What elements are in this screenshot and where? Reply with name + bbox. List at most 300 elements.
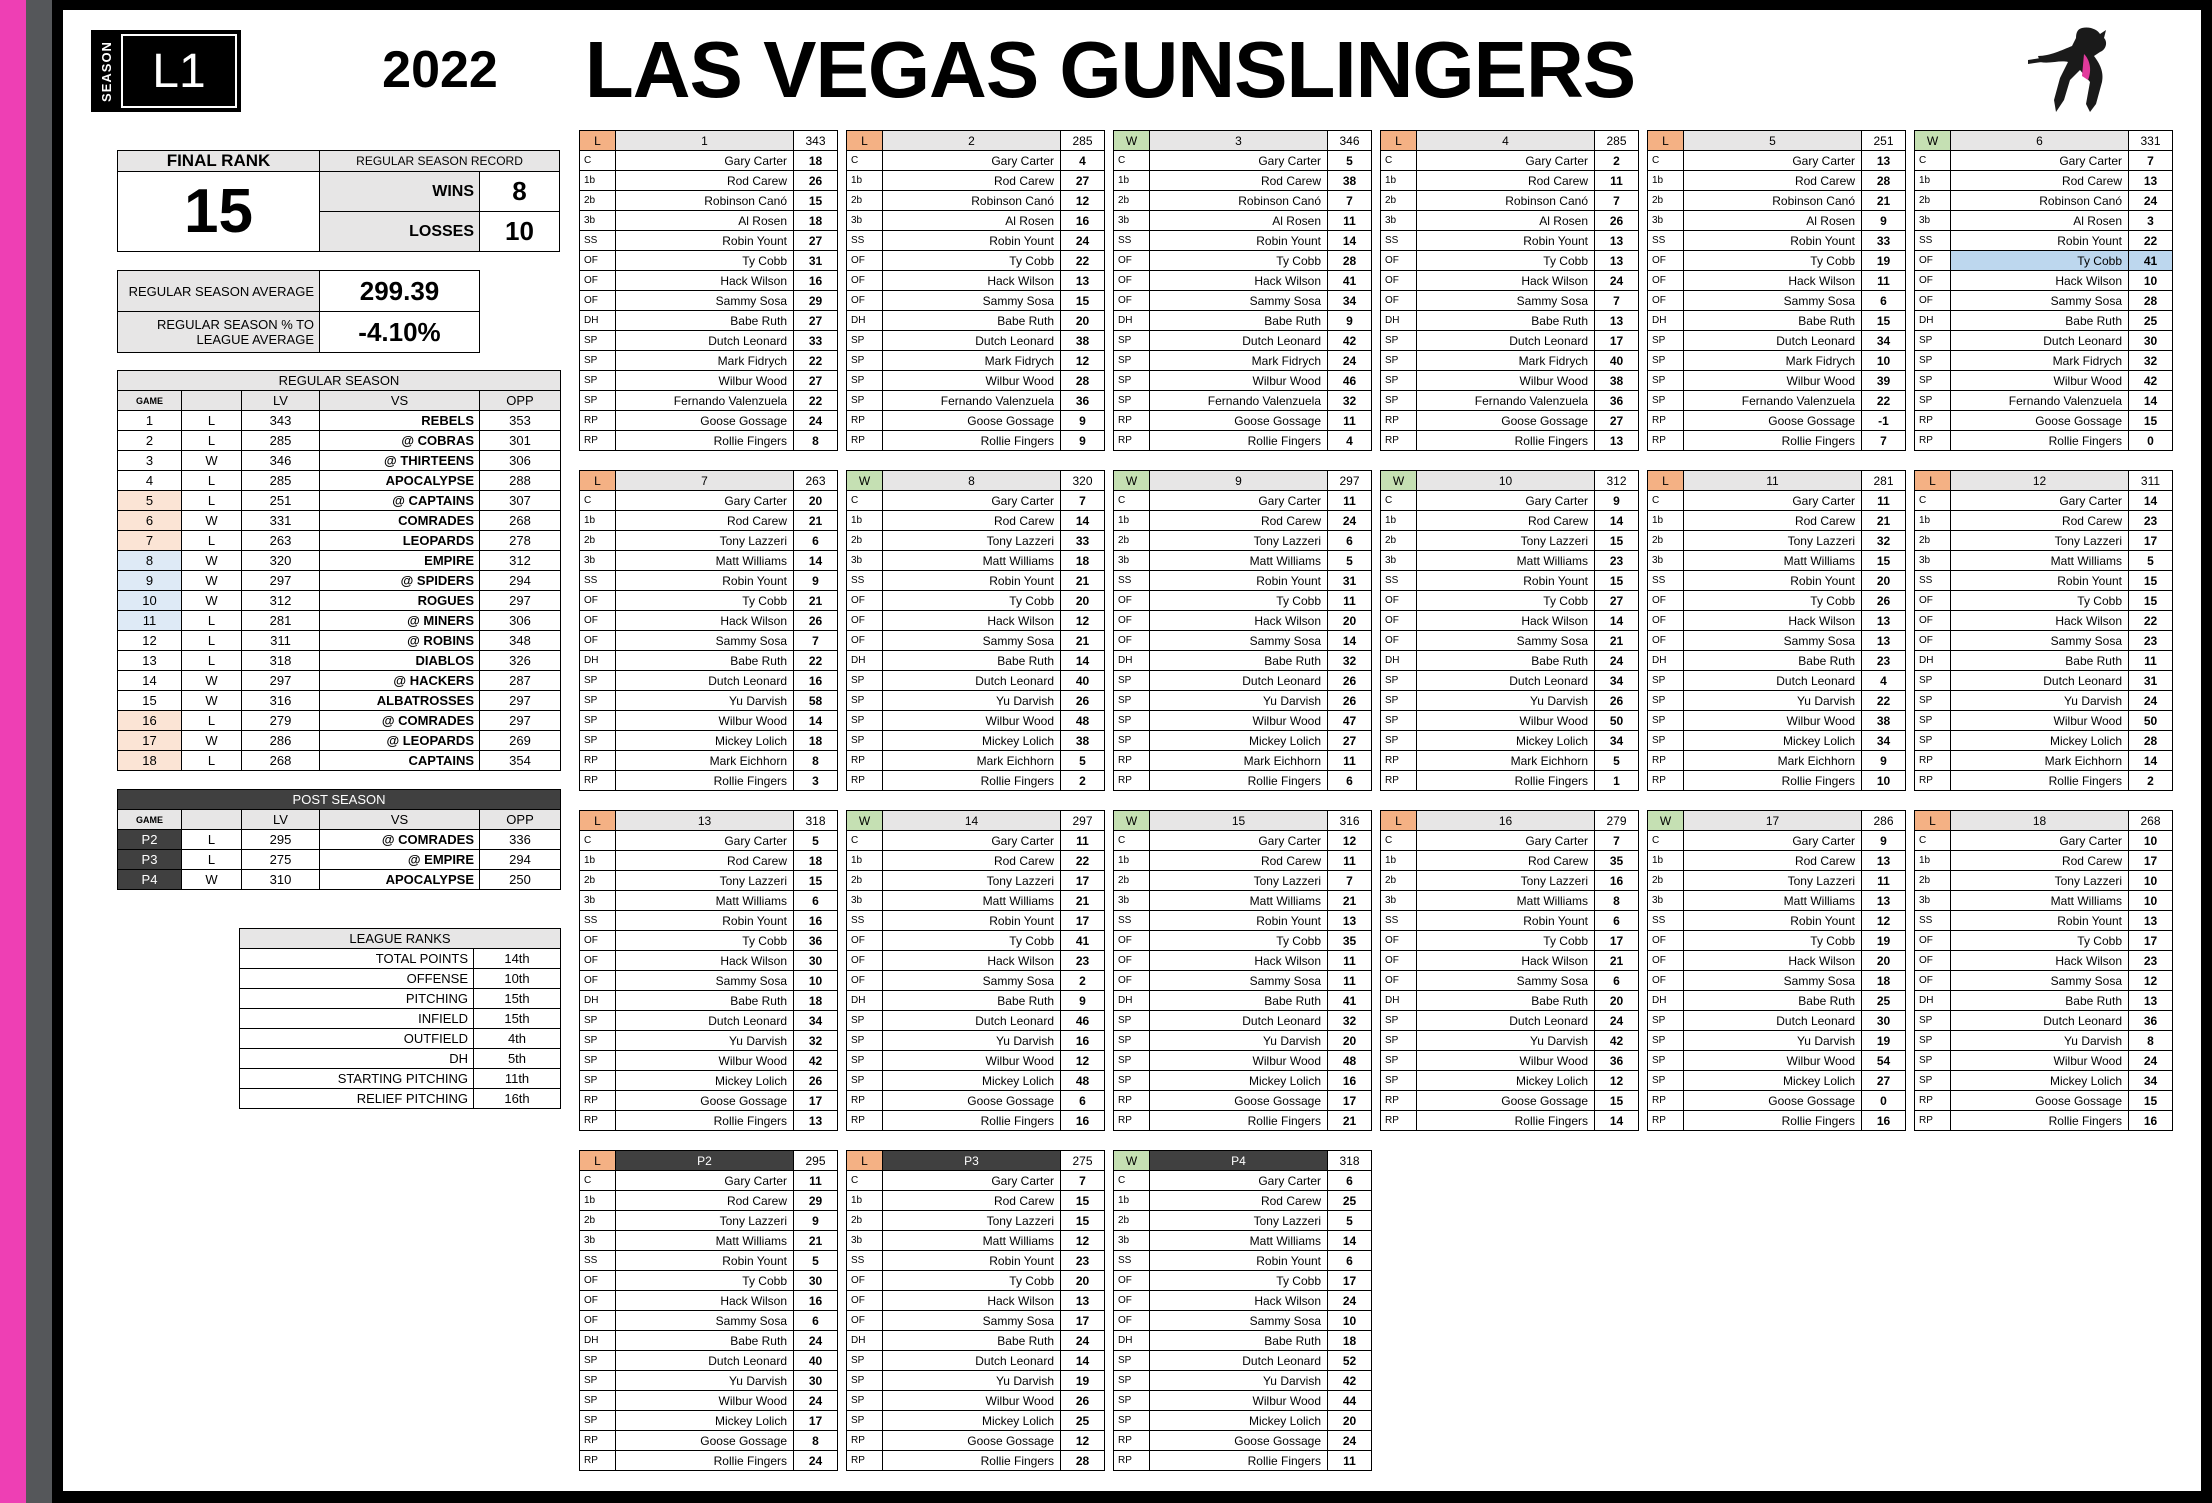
player-name: Gary Carter [1417, 151, 1595, 171]
game-label: 9 [1150, 471, 1328, 491]
player-score: 9 [1061, 991, 1105, 1011]
player-row [1381, 751, 1639, 771]
player-name: Tony Lazzeri [1150, 1211, 1328, 1231]
player-name: Dutch Leonard [1951, 331, 2129, 351]
position: 2b [847, 1211, 883, 1231]
player-score: 8 [2129, 1031, 2173, 1051]
player-row [1381, 211, 1639, 231]
player-score: 21 [1595, 951, 1639, 971]
player-name: Gary Carter [1684, 491, 1862, 511]
player-score: 15 [1061, 1211, 1105, 1231]
player-name: Dutch Leonard [616, 1351, 794, 1371]
game-table [1914, 810, 2173, 1131]
player-score: 38 [1061, 331, 1105, 351]
position: 2b [1114, 191, 1150, 211]
player-row [1381, 431, 1639, 451]
post-opp-score: 250 [480, 870, 561, 890]
player-name: Hack Wilson [1417, 951, 1595, 971]
game-table-header [1915, 131, 2173, 151]
player-row [1114, 551, 1372, 571]
position: DH [1381, 311, 1417, 331]
post-col-game: GAME [118, 810, 182, 830]
post-season-table [117, 789, 561, 890]
player-score: 14 [1595, 611, 1639, 631]
game-result-badge: W [1648, 811, 1684, 831]
player-score: 22 [1061, 851, 1105, 871]
player-row [1114, 211, 1372, 231]
game-number: 5 [118, 491, 182, 511]
player-row [1381, 1051, 1639, 1071]
position: SP [1915, 391, 1951, 411]
player-name: Rod Carew [616, 511, 794, 531]
regular-season-row [118, 611, 561, 631]
position: SP [1114, 1371, 1150, 1391]
player-row [580, 171, 838, 191]
player-row [1114, 1011, 1372, 1031]
position: SP [1915, 371, 1951, 391]
opponent-name: ROGUES [320, 591, 480, 611]
opp-score: 268 [480, 511, 561, 531]
player-name: Sammy Sosa [616, 631, 794, 651]
game-table-header [1381, 811, 1639, 831]
player-name: Goose Gossage [616, 1431, 794, 1451]
player-score: 0 [1862, 1091, 1906, 1111]
game-number: 1 [118, 411, 182, 431]
player-name: Sammy Sosa [1150, 631, 1328, 651]
position: SP [1381, 371, 1417, 391]
player-score: 6 [794, 531, 838, 551]
player-row [1381, 691, 1639, 711]
game-result-badge: W [1381, 471, 1417, 491]
position: C [1381, 831, 1417, 851]
player-score: 23 [2129, 511, 2173, 531]
player-row [580, 711, 838, 731]
player-score: 29 [794, 1191, 838, 1211]
player-name: Yu Darvish [1684, 1031, 1862, 1051]
game-table-header [580, 471, 838, 491]
position: RP [1915, 751, 1951, 771]
game-total: 318 [794, 811, 838, 831]
player-score: 21 [794, 1231, 838, 1251]
player-score: 10 [1328, 1311, 1372, 1331]
position: RP [1648, 431, 1684, 451]
player-score: 14 [1328, 231, 1372, 251]
player-score: 13 [1862, 851, 1906, 871]
position: C [1381, 151, 1417, 171]
game-label: 10 [1417, 471, 1595, 491]
player-score: 13 [1595, 431, 1639, 451]
player-score: 10 [1862, 351, 1906, 371]
player-row [1381, 1071, 1639, 1091]
position: SP [580, 1391, 616, 1411]
position: OF [847, 591, 883, 611]
player-row [1648, 511, 1906, 531]
player-row [847, 651, 1105, 671]
position: OF [1915, 291, 1951, 311]
player-name: Robin Yount [1684, 911, 1862, 931]
player-name: Hack Wilson [1417, 271, 1595, 291]
player-score: 32 [1328, 651, 1372, 671]
player-name: Hack Wilson [1150, 1291, 1328, 1311]
opp-score: 348 [480, 631, 561, 651]
position: SP [580, 331, 616, 351]
player-row [580, 151, 838, 171]
player-row [580, 1231, 838, 1251]
col-vs: VS [320, 391, 480, 411]
player-row [1648, 411, 1906, 431]
player-name: Rod Carew [616, 171, 794, 191]
position: SP [1381, 691, 1417, 711]
position: RP [1381, 751, 1417, 771]
position: 2b [1114, 531, 1150, 551]
player-row [1381, 311, 1639, 331]
final-rank-value: 15 [118, 172, 320, 252]
position: RP [1114, 431, 1150, 451]
position: OF [580, 1291, 616, 1311]
position: C [1114, 151, 1150, 171]
player-name: Rollie Fingers [1150, 1451, 1328, 1471]
player-row [1381, 251, 1639, 271]
player-score: 17 [2129, 531, 2173, 551]
player-score: 10 [2129, 871, 2173, 891]
position: OF [1915, 931, 1951, 951]
player-score: 31 [794, 251, 838, 271]
player-score: 50 [1595, 711, 1639, 731]
player-name: Sammy Sosa [883, 971, 1061, 991]
game-number: 6 [118, 511, 182, 531]
player-row [580, 771, 838, 791]
position: OF [580, 291, 616, 311]
player-name: Wilbur Wood [616, 371, 794, 391]
player-row [847, 1111, 1105, 1131]
player-row [1915, 431, 2173, 451]
player-row [1648, 171, 1906, 191]
player-score: 13 [794, 1111, 838, 1131]
player-row [1915, 331, 2173, 351]
player-score: 26 [1328, 671, 1372, 691]
player-score: 21 [1595, 631, 1639, 651]
player-score: 7 [1328, 871, 1372, 891]
position: SP [1114, 671, 1150, 691]
player-score: 23 [1862, 651, 1906, 671]
player-row [1114, 391, 1372, 411]
game-label: P4 [1150, 1151, 1328, 1171]
player-name: Yu Darvish [1951, 1031, 2129, 1051]
position: C [580, 831, 616, 851]
position: SS [1114, 911, 1150, 931]
player-name: Gary Carter [1150, 151, 1328, 171]
position: RP [1648, 771, 1684, 791]
player-name: Tony Lazzeri [883, 871, 1061, 891]
position: 3b [1915, 891, 1951, 911]
player-row [1915, 1111, 2173, 1131]
player-score: 6 [1862, 291, 1906, 311]
position: SP [847, 1351, 883, 1371]
opponent-name: @ COBRAS [320, 431, 480, 451]
player-name: Rollie Fingers [616, 431, 794, 451]
player-score: 6 [1595, 971, 1639, 991]
position: SP [580, 731, 616, 751]
player-score: 22 [794, 391, 838, 411]
game-result: W [182, 551, 242, 571]
position: 3b [1381, 211, 1417, 231]
player-name: Rollie Fingers [1417, 1111, 1595, 1131]
player-name: Sammy Sosa [883, 1311, 1061, 1331]
player-row [1381, 591, 1639, 611]
player-name: Mickey Lolich [883, 731, 1061, 751]
player-score: 26 [1595, 691, 1639, 711]
player-name: Gary Carter [1684, 831, 1862, 851]
player-score: 35 [1328, 931, 1372, 951]
position: SP [580, 1071, 616, 1091]
game-table [1647, 470, 1906, 791]
position: DH [1114, 311, 1150, 331]
position: OF [1114, 1291, 1150, 1311]
player-name: Wilbur Wood [883, 1051, 1061, 1071]
player-row [847, 371, 1105, 391]
player-name: Mickey Lolich [616, 1071, 794, 1091]
player-row [580, 351, 838, 371]
player-name: Mickey Lolich [883, 1411, 1061, 1431]
post-col-vs: VS [320, 810, 480, 830]
position: SP [1648, 1011, 1684, 1031]
player-score: 11 [1862, 271, 1906, 291]
player-score: 38 [1328, 171, 1372, 191]
position: 1b [847, 851, 883, 871]
opponent-name: @ CAPTAINS [320, 491, 480, 511]
game-result-badge: L [580, 131, 616, 151]
position: SP [1915, 1051, 1951, 1071]
position: 3b [847, 891, 883, 911]
player-row [1915, 851, 2173, 871]
position: SP [847, 331, 883, 351]
player-score: 11 [1328, 591, 1372, 611]
player-score: 26 [1328, 691, 1372, 711]
game-total: 318 [1328, 1151, 1372, 1171]
position: SP [847, 1371, 883, 1391]
player-score: 13 [1862, 611, 1906, 631]
game-result: L [182, 611, 242, 631]
player-name: Mickey Lolich [1150, 1071, 1328, 1091]
player-score: 7 [1061, 491, 1105, 511]
rank-value: 16th [474, 1089, 561, 1109]
position: OF [1648, 611, 1684, 631]
player-row [1114, 1431, 1372, 1451]
avg-value: 299.39 [320, 271, 480, 312]
opp-score: 353 [480, 411, 561, 431]
position: C [847, 151, 883, 171]
player-name: Gary Carter [1417, 491, 1595, 511]
player-name: Ty Cobb [883, 251, 1061, 271]
position: RP [1381, 431, 1417, 451]
player-score: 28 [1061, 1451, 1105, 1471]
position: 1b [580, 171, 616, 191]
game-result-badge: L [847, 131, 883, 151]
position: 3b [1381, 891, 1417, 911]
player-row [1381, 711, 1639, 731]
player-row [847, 951, 1105, 971]
player-row [1648, 291, 1906, 311]
position: SP [847, 691, 883, 711]
position: SP [1114, 371, 1150, 391]
player-score: 21 [794, 511, 838, 531]
player-row [580, 1011, 838, 1031]
position: SP [1381, 391, 1417, 411]
game-table [846, 810, 1105, 1131]
player-name: Babe Ruth [1684, 311, 1862, 331]
position: SP [847, 1011, 883, 1031]
player-row [1648, 751, 1906, 771]
position: 3b [847, 211, 883, 231]
player-score: 46 [1061, 1011, 1105, 1031]
player-row [847, 271, 1105, 291]
game-table-header [1114, 131, 1372, 151]
player-score: 48 [1328, 1051, 1372, 1071]
player-name: Dutch Leonard [616, 1011, 794, 1031]
player-score: 11 [1328, 951, 1372, 971]
player-row [580, 731, 838, 751]
player-row [1114, 931, 1372, 951]
position: OF [1915, 951, 1951, 971]
position: 1b [1915, 851, 1951, 871]
position: C [1114, 1171, 1150, 1191]
player-row [580, 871, 838, 891]
player-name: Wilbur Wood [1684, 711, 1862, 731]
player-score: 17 [2129, 931, 2173, 951]
player-row [1114, 651, 1372, 671]
game-result: W [182, 591, 242, 611]
game-result: W [182, 671, 242, 691]
player-score: 25 [1862, 991, 1906, 1011]
player-name: Babe Ruth [883, 651, 1061, 671]
position: OF [1648, 951, 1684, 971]
player-name: Mark Eichhorn [1951, 751, 2129, 771]
player-name: Robin Yount [1150, 911, 1328, 931]
player-score: 15 [1061, 291, 1105, 311]
position: DH [580, 311, 616, 331]
player-score: 17 [794, 1411, 838, 1431]
position: 1b [847, 511, 883, 531]
player-name: Gary Carter [1951, 831, 2129, 851]
player-name: Hack Wilson [1951, 951, 2129, 971]
player-row [847, 1371, 1105, 1391]
game-label: 15 [1150, 811, 1328, 831]
position: OF [847, 971, 883, 991]
player-row [1648, 591, 1906, 611]
player-row [1648, 1111, 1906, 1131]
player-row [1648, 551, 1906, 571]
player-name: Ty Cobb [1150, 1271, 1328, 1291]
player-score: 5 [1328, 151, 1372, 171]
player-name: Rod Carew [1951, 511, 2129, 531]
player-row [847, 991, 1105, 1011]
player-score: 39 [1862, 371, 1906, 391]
player-row [580, 431, 838, 451]
player-row [1381, 411, 1639, 431]
player-name: Sammy Sosa [1150, 971, 1328, 991]
player-row [847, 211, 1105, 231]
player-row [847, 971, 1105, 991]
player-score: 16 [1328, 1071, 1372, 1091]
position: RP [580, 431, 616, 451]
position: RP [580, 1091, 616, 1111]
player-score: 36 [1595, 1051, 1639, 1071]
player-name: Rod Carew [883, 1191, 1061, 1211]
lv-score: 331 [242, 511, 320, 531]
player-name: Rollie Fingers [1150, 1111, 1328, 1131]
position: 3b [580, 891, 616, 911]
player-row [1114, 1331, 1372, 1351]
position: 1b [1381, 851, 1417, 871]
player-row [1114, 1371, 1372, 1391]
position: SP [580, 1031, 616, 1051]
player-name: Goose Gossage [883, 411, 1061, 431]
player-row [1381, 191, 1639, 211]
player-score: 13 [1595, 311, 1639, 331]
player-name: Wilbur Wood [1150, 711, 1328, 731]
player-score: 12 [1061, 1231, 1105, 1251]
player-name: Sammy Sosa [1684, 291, 1862, 311]
game-result-badge: W [1114, 1151, 1150, 1171]
player-name: Mickey Lolich [1951, 1071, 2129, 1091]
player-name: Robin Yount [1150, 571, 1328, 591]
position: OF [1381, 611, 1417, 631]
position: C [1648, 491, 1684, 511]
player-row [580, 551, 838, 571]
player-score: 20 [1862, 571, 1906, 591]
player-name: Robin Yount [1684, 231, 1862, 251]
league-ranks-title: LEAGUE RANKS [240, 929, 561, 949]
player-row [580, 1451, 838, 1471]
player-row [1381, 331, 1639, 351]
game-table-header [847, 131, 1105, 151]
player-row [847, 491, 1105, 511]
player-name: Babe Ruth [1951, 311, 2129, 331]
game-result: L [182, 491, 242, 511]
player-score: 11 [1328, 211, 1372, 231]
avg-label: REGULAR SEASON AVERAGE [118, 271, 320, 312]
game-result-badge: L [1648, 131, 1684, 151]
game-result: W [182, 451, 242, 471]
player-name: Sammy Sosa [1417, 631, 1595, 651]
player-name: Hack Wilson [1684, 271, 1862, 291]
player-row [1381, 631, 1639, 651]
final-rank-label: FINAL RANK [118, 151, 320, 172]
player-row [1381, 391, 1639, 411]
player-name: Ty Cobb [1951, 591, 2129, 611]
player-name: Gary Carter [1150, 491, 1328, 511]
position: OF [1648, 591, 1684, 611]
position: OF [580, 251, 616, 271]
player-row [1114, 1231, 1372, 1251]
player-row [847, 851, 1105, 871]
player-row [1114, 191, 1372, 211]
player-score: 27 [1061, 171, 1105, 191]
record-label: REGULAR SEASON RECORD [320, 151, 560, 172]
position: 1b [580, 1191, 616, 1211]
player-row [1114, 891, 1372, 911]
player-row [1648, 331, 1906, 351]
player-row [1114, 671, 1372, 691]
player-row [1114, 1311, 1372, 1331]
player-row [580, 1171, 838, 1191]
player-row [1381, 351, 1639, 371]
player-name: Ty Cobb [883, 931, 1061, 951]
game-result: L [182, 471, 242, 491]
player-name: Rod Carew [1150, 511, 1328, 531]
position: RP [1648, 1111, 1684, 1131]
position: SP [1114, 1051, 1150, 1071]
